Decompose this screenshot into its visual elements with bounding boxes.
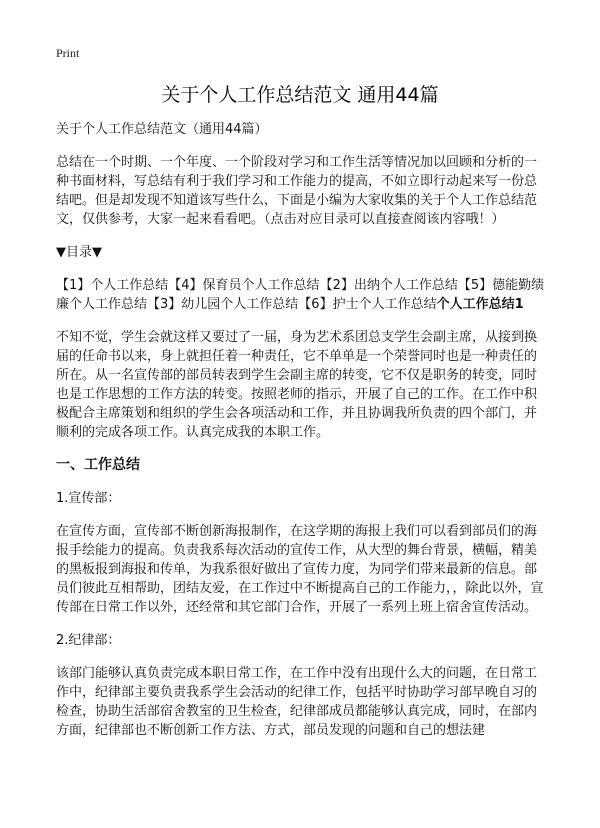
paragraph-3: 该部门能够认真负责完成本职日常工作，在工作中没有出现什么大的问题，在日常工作中，纪律部主要负责我系学生会活动的纪律工作，包括平时协助学习部早晚自习的检查，协助生活部宿舍教室的卫生检查，纪律部成员都能够认真完成，同时，在部内方面，纪律部也不断创新工作方法、方式，部员发现的问题和自己的想法建 bbox=[56, 666, 538, 738]
toc-item-6[interactable]: 【6】护士个人工作总结 bbox=[298, 297, 437, 312]
intro-paragraph: 总结在一个时期、一个年度、一个阶段对学习和工作生活等情况加以回顾和分析的一种书面材料，写总结有利于我们学习和工作能力的提高，不如立即行动起来写一份总结吧。但是却发现不知道该写些什么，下面是小编为大家收集的关于个人工作总结范文，仅供参考，大家一起来看看吧。（点击对应目录可以直接查阅该内容哦！） bbox=[56, 155, 538, 227]
toc-list bbox=[56, 276, 546, 314]
toc-item-2[interactable]: 【2】出纳个人工作总结 bbox=[319, 278, 458, 293]
subheading-discipline: 2.纪律部： bbox=[56, 633, 121, 648]
print-link[interactable]: Print bbox=[56, 46, 80, 60]
toc-heading: ▼目录▼ bbox=[56, 245, 102, 260]
heading-work-summary: 一、工作总结 bbox=[56, 457, 140, 473]
section-title: 个人工作总结1 bbox=[436, 297, 524, 312]
page-title: 关于个人工作总结范文 通用44篇 bbox=[161, 84, 439, 106]
toc-item-1[interactable]: 【1】个人工作总结 bbox=[56, 278, 169, 293]
paragraph-2: 在宣传方面，宣传部不断创新海报制作，在这学期的海报上我们可以看到部员们的海报手绘能力的提高。负责我系每次活动的宣传工作，从大型的舞台背景，横幅，精美的黑板报到海报和传单，为我系很好做出了宣传力度，为同学们带来最新的信息。部员们彼此互相帮助，团结友爱，在工作过中不断提高自己的工作能力，，除此以外，宣传部在日常工作以外，还经常和其它部门合作，开展了一系列上班上宿舍宣传活动。 bbox=[56, 524, 544, 615]
toc-item-3[interactable]: 【3】幼儿园个人工作总结 bbox=[147, 297, 299, 312]
toc-item-5[interactable]: 【5】德能勤绩廉个人工作总结 bbox=[56, 278, 545, 312]
paragraph-1: 不知不觉，学生会就这样又要过了一届，身为艺术系团总支学生会副主席，从接到换届的任命书以来，身上就担任着一种责任，它不单单是一个荣誉同时也是一种责任的所在。从一名宣传部的部员转表到学生会副主席的转变，它不仅是职务的转变，同时也是工作思想的工作方法的转变。按照老师的指示，开展了自己的工作。在工作中积极配合主席策划和组织的学生会各项活动和工作，并且协调我所负责的四个部门，并顺利的完成各项工作。认真完成我的本职工作。 bbox=[56, 330, 538, 440]
article-body bbox=[56, 120, 546, 754]
subheading-publicity: 1.宣传部： bbox=[56, 491, 121, 506]
toc-item-4[interactable]: 【4】保育员个人工作总结 bbox=[168, 278, 320, 293]
article-subtitle: 关于个人工作总结范文（通用44篇） bbox=[56, 122, 268, 137]
